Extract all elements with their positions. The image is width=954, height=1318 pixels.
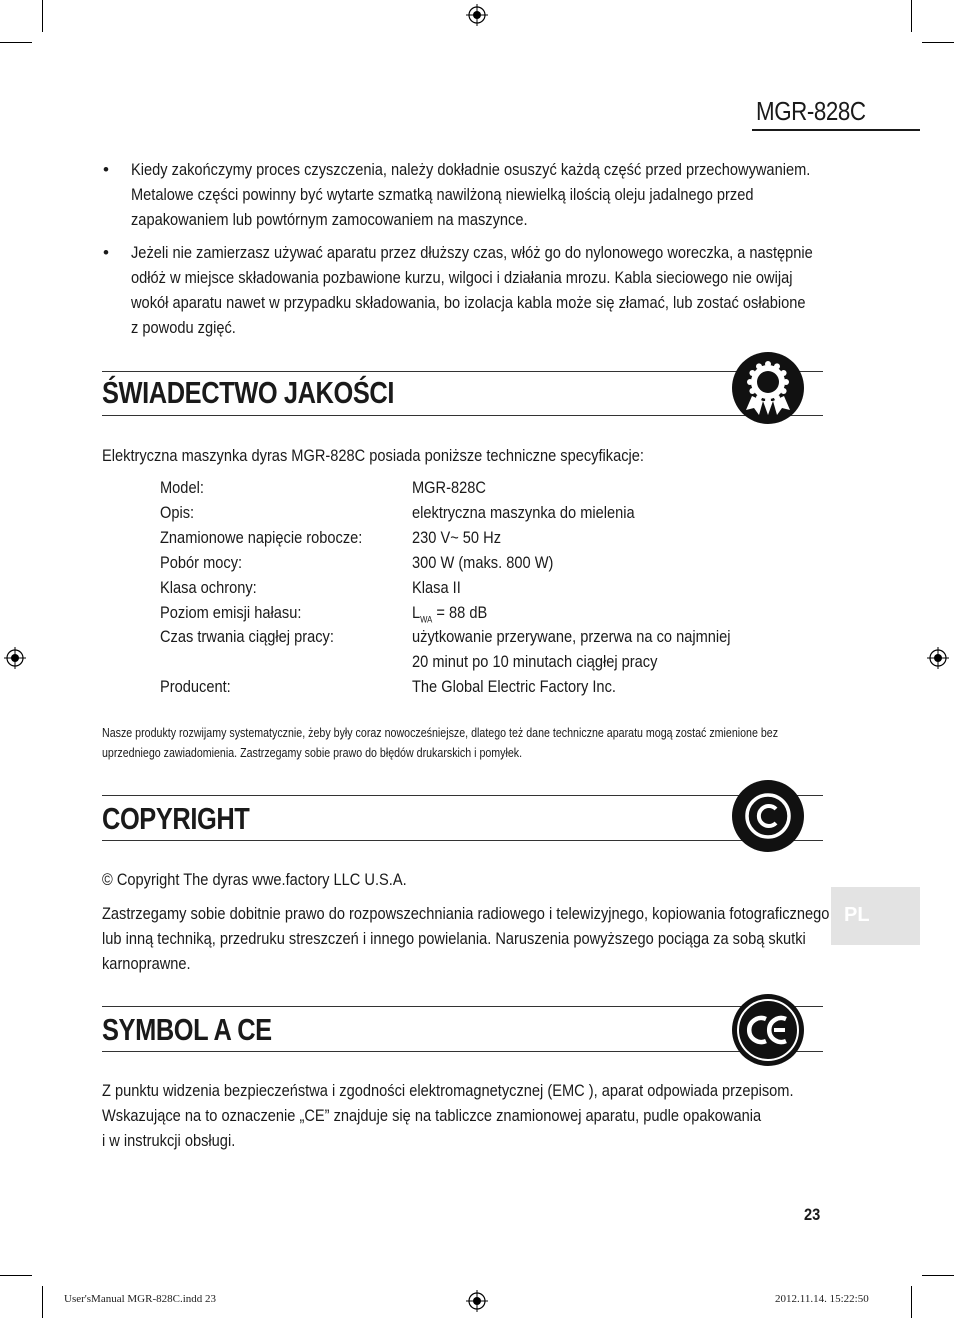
quality-intro: Elektryczna maszynka dyras MGR-828C posiada poniższe techniczne specyfikacje: [102,446,645,465]
bullet-text: Kiedy zakończymy proces czyszczenia, należy dokładnie osuszyć każdą część przed przechowywaniem. Metalowe części powinny być wytarte szmatką nawilżoną niewielką ilością oleju jadalnego przed zapakowaniem lub powtórnym zamocowaniem na maszynce. [131,160,811,229]
model-code: MGR-828C [756,96,866,126]
bullet-text: Jeżeli nie zamierzasz używać aparatu przez dłuższy czas, włóż go do nylonowego woreczka, a następnie odłóż w miejsce składowania pozbawione kurzu, wilgoci i działania mrozu. Kabla sieciowego nie owijaj wokół aparatu nawet w przypadku składowania, bo izolacja kabla może się złamać, lub zostać osłabione z powodu zgięć. [131,243,813,337]
spec-label: Znamionowe napięcie robocze: [160,528,363,547]
language-tab: PL [831,887,920,945]
section-rule [102,415,823,416]
crop-mark [0,42,32,43]
copyright-icon [732,780,804,852]
section-rule [102,840,823,841]
spec-value: 230 V~ 50 Hz [412,528,502,547]
bullet-dot: • [103,160,109,179]
spec-label: Opis: [160,503,195,522]
bullet-dot: • [103,243,109,262]
crop-mark [922,42,954,43]
spec-value: 300 W (maks. 800 W) [412,553,554,572]
crop-mark [922,1275,954,1276]
registration-mark-icon [466,4,488,26]
crop-mark [911,0,912,32]
spec-value: użytkowanie przerywane, przerwa na co najmniej [412,627,731,646]
section-heading-ce: SYMBOL A CE [102,1012,272,1047]
spec-label: Pobór mocy: [160,553,243,572]
spec-label: Poziom emisji hałasu: [160,603,302,622]
crop-mark [42,0,43,32]
section-rule [102,1006,823,1007]
registration-mark-icon [927,647,949,669]
spec-label: Klasa ochrony: [160,578,257,597]
registration-mark-icon [4,647,26,669]
spec-value: elektryczna maszynka do mielenia [412,503,635,522]
section-heading-copyright: COPYRIGHT [102,801,250,836]
registration-mark-icon [466,1290,488,1312]
footer-timestamp: 2012.11.14. 15:22:50 [775,1293,869,1305]
spec-label: Model: [160,478,204,497]
crop-mark [911,1286,912,1318]
page-number: 23 [804,1205,821,1224]
spec-value: Klasa II [412,578,461,597]
spec-value: 20 minut po 10 minutach ciągłej pracy [412,652,658,671]
header-rule [752,129,920,131]
copyright-line: © Copyright The dyras wwe.factory LLC U.S.A. [102,870,407,889]
section-rule [102,1051,823,1052]
spec-value: The Global Electric Factory Inc. [412,677,616,696]
section-rule [102,371,823,372]
spec-label: Czas trwania ciągłej pracy: [160,627,334,646]
footer-file-info: User'sManual MGR-828C.indd 23 [64,1293,217,1305]
quality-note: Nasze produkty rozwijamy systematycznie, żeby były coraz nowocześniejsze, dlatego też dane techniczne aparatu mogą zostać zmienione bez uprzedniego zawiadomienia. Zastrzegamy sobie prawo do błędów drukarskich i pomyłek. [102,725,779,760]
spec-label: Producent: [160,677,231,696]
crop-mark [0,1275,32,1276]
spec-value: MGR-828C [412,478,486,497]
rosette-icon [732,352,804,424]
section-heading-quality: ŚWIADECTWO JAKOŚCI [102,375,395,410]
spec-value: $L_{WA} = 88$ dB [412,603,488,625]
section-rule [102,795,823,796]
copyright-paragraph: Zastrzegamy sobie dobitnie prawo do rozpowszechniania radiowego i telewizyjnego, kopiowania fotograficznego lub inną techniką, przedruku streszczeń i innego powielania. Naruszenia powyższego pociąga za sobą skutki karnoprawne. [102,904,830,973]
ce-paragraph: Z punktu widzenia bezpieczeństwa i zgodności elektromagnetycznej (EMC ), aparat odpowiada przepisom. Wskazujące na to oznaczenie „CE” znajduje się na tabliczce znamionowej aparatu, pudle opakowania i w instrukcji obsługi. [102,1081,794,1150]
crop-mark [42,1286,43,1318]
ce-mark-icon [732,994,804,1066]
